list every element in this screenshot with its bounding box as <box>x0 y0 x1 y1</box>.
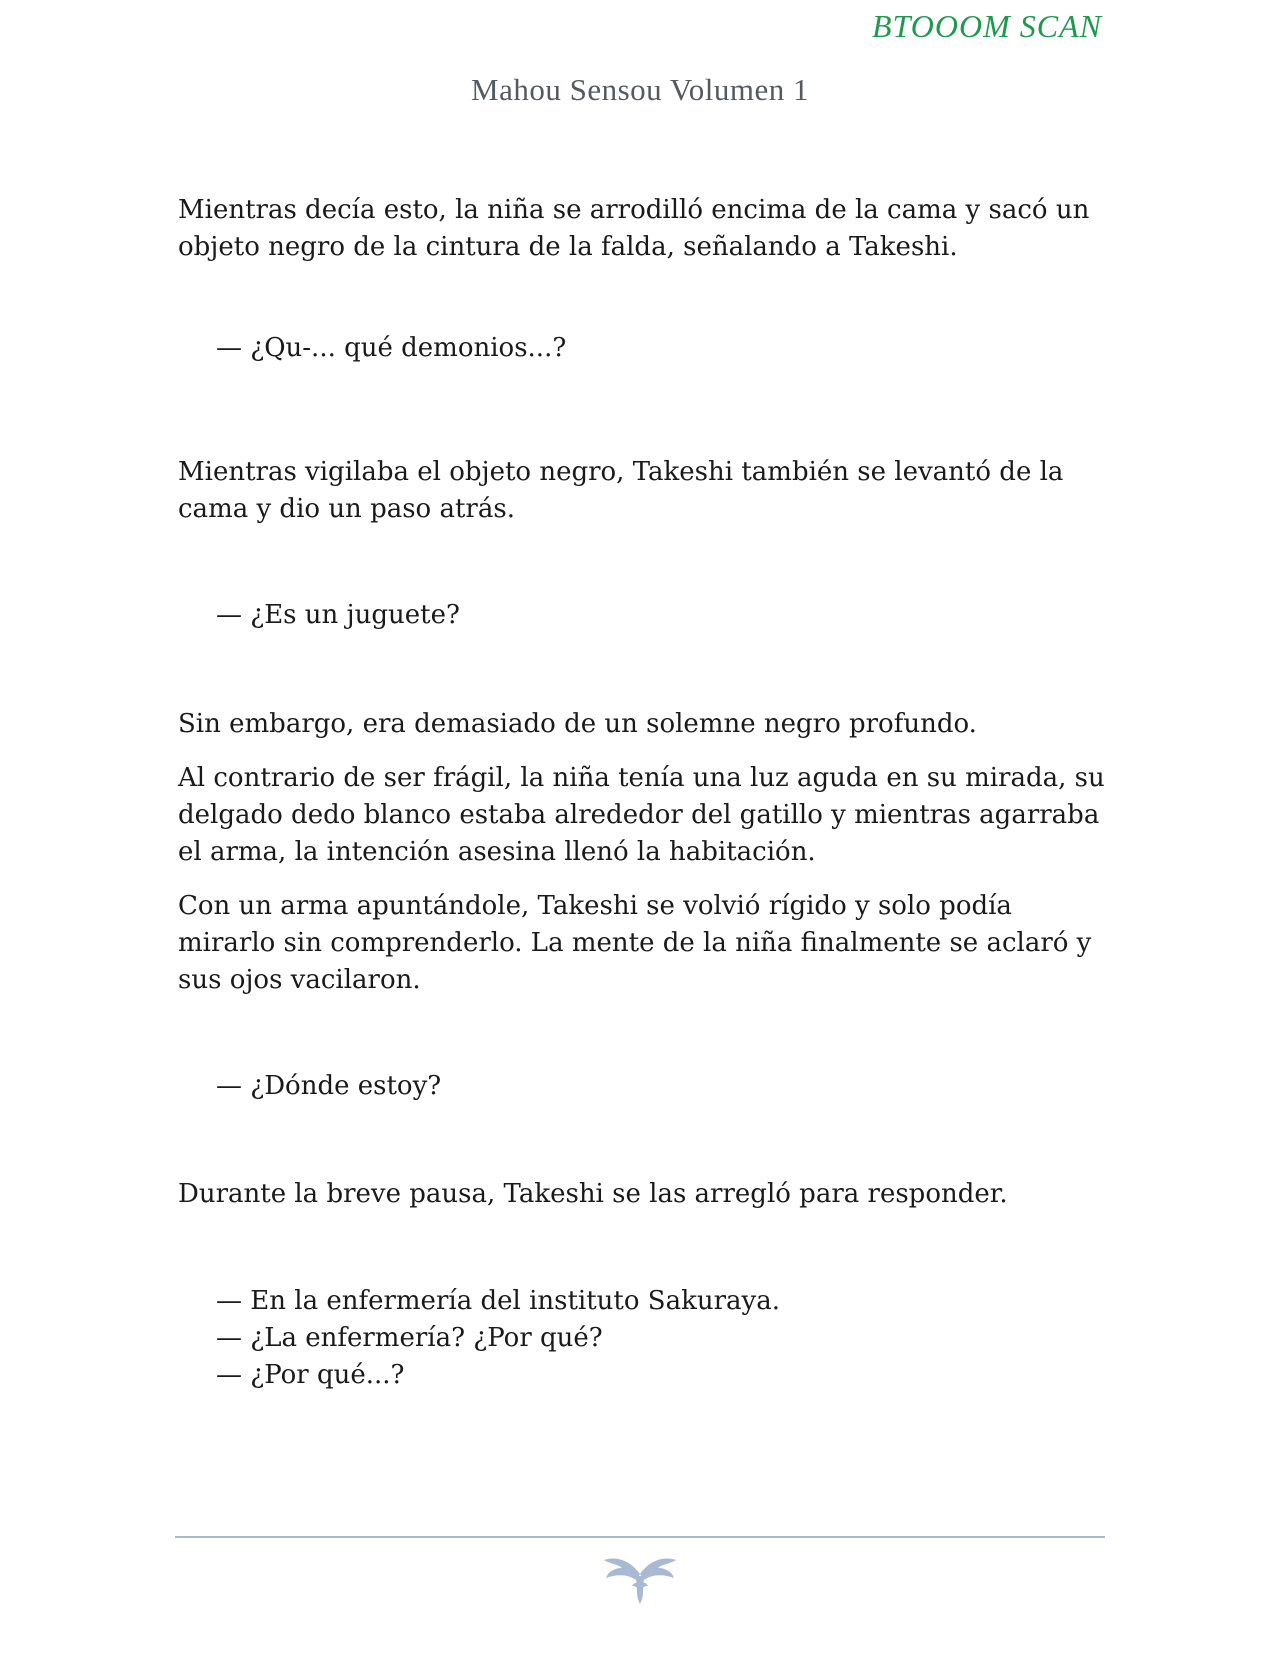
paragraph: Durante la breve pausa, Takeshi se las arregló para responder. <box>178 1179 1008 1209</box>
dialogue-line: — ¿Por qué...? <box>216 1360 405 1390</box>
dialogue-line: — En la enfermería del instituto Sakuraya. <box>216 1286 780 1316</box>
paragraph: Sin embargo, era demasiado de un solemne negro profundo. <box>178 709 977 739</box>
paragraph: Mientras decía esto, la niña se arrodilló encima de la cama y sacó un objeto negro de la cintura de la falda, señalando a Takeshi. <box>178 195 1090 262</box>
dialogue-group <box>216 1283 1106 1394</box>
footer-rule <box>175 1536 1105 1538</box>
dialogue-line: — ¿La enfermería? ¿Por qué? <box>216 1323 603 1353</box>
watermark: BTOOOM SCAN <box>872 8 1102 44</box>
dialogue-line: — ¿Qu-... qué demonios...? <box>216 333 567 363</box>
paragraph: Con un arma apuntándole, Takeshi se volvió rígido y solo podía mirarlo sin comprenderlo. La mente de la niña finalmente se aclaró y sus ojos vacilaron. <box>178 891 1092 995</box>
dialogue-line: — ¿Dónde estoy? <box>216 1071 442 1101</box>
fleur-ornament-icon <box>600 1550 680 1606</box>
dialogue-line: — ¿Es un juguete? <box>216 600 460 630</box>
paragraph: Mientras vigilaba el objeto negro, Takeshi también se levantó de la cama y dio un paso atrás. <box>178 457 1064 524</box>
running-header: Mahou Sensou Volumen 1 <box>471 72 809 107</box>
paragraph: Al contrario de ser frágil, la niña tenía una luz aguda en su mirada, su delgado dedo blanco estaba alrededor del gatillo y mientras agarraba el arma, la intención asesina llenó la habitación. <box>178 763 1105 867</box>
